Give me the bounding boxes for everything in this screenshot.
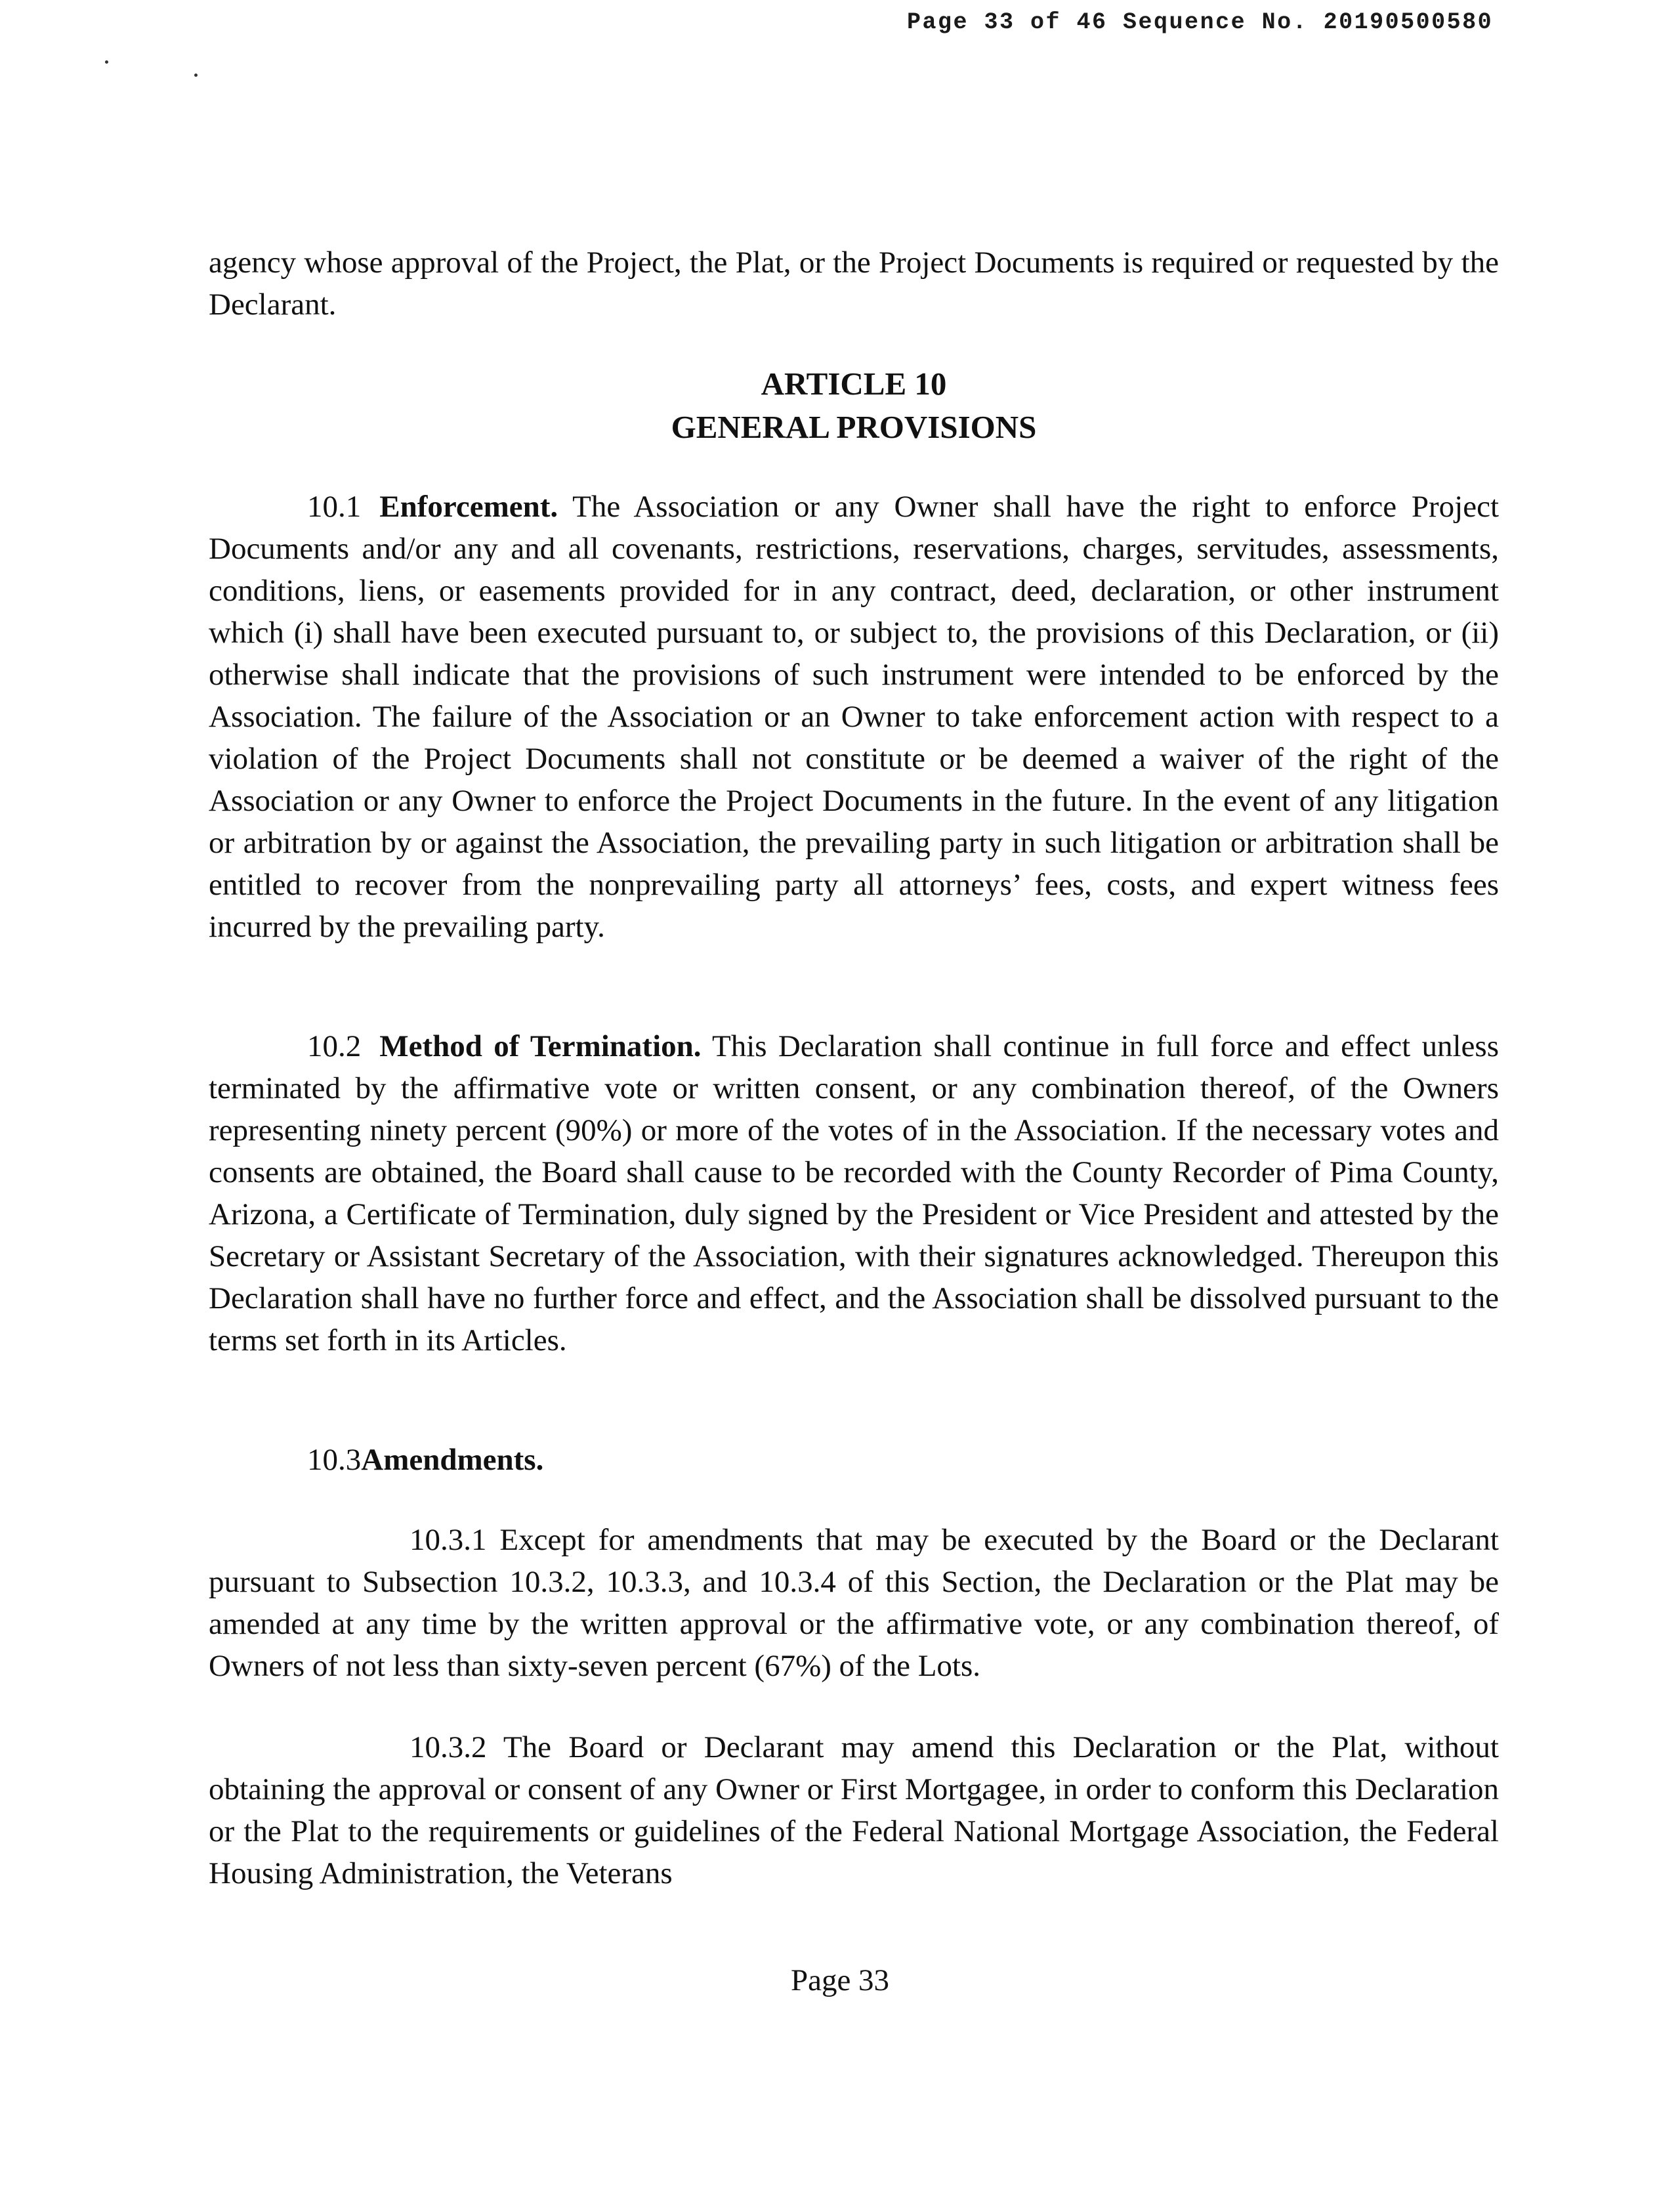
subsection-text: 10.3.2 The Board or Declarant may amend this Declaration or the Plat, without obtaining the approval or consent of any Owner or First Mortgagee, in order to conform this Declaration or the Plat to the requirements or guidelines of the Federal National Mortgage Association, the Federal Housing Administration, the Veterans [209, 1730, 1499, 1890]
scan-mark-dot [105, 60, 108, 64]
section-10-1 [209, 486, 1499, 948]
article-heading [209, 362, 1499, 449]
section-10-3-2 [209, 1726, 1499, 1894]
article-number: ARTICLE 10 [761, 366, 947, 402]
section-number: 10.3 [307, 1443, 362, 1477]
section-text: This Declaration shall continue in full force and effect unless terminated by the affirmative vote or written consent, or any combination thereof, of the Owners representing ninety percent (90%) or more of the votes of in the Association. If the necessary votes and consents are obtained, the Board shall cause to be recorded with the County Recorder of Pima County, Arizona, a Certificate of Termination, duly signed by the President or Vice President and attested by the Secretary or Assistant Secretary of the Association, with their signatures acknowledged. Thereupon this Declaration shall have no further force and effect, and the Association shall be dissolved pursuant to the terms set forth in its Articles. [209, 1029, 1499, 1357]
article-title: GENERAL PROVISIONS [671, 409, 1037, 445]
sequence-header: Page 33 of 46 Sequence No. 20190500580 [907, 9, 1494, 35]
scan-mark-dot [194, 74, 198, 77]
section-title: Method of Termination. [379, 1029, 702, 1063]
section-10-3-1 [209, 1519, 1499, 1687]
page-number-footer: Page 33 [790, 1963, 890, 1997]
continuation-paragraph [209, 242, 1499, 326]
section-10-3 [209, 1439, 1499, 1481]
continuation-text: agency whose approval of the Project, the Plat, or the Project Documents is required or requested by the Declarant. [209, 245, 1499, 322]
section-number: 10.2 [307, 1029, 362, 1063]
section-text: The Association or any Owner shall have the right to enforce Project Documents and/or any and all covenants, restrictions, reservations, charges, servitudes, assessments, conditions, liens, or easements provided for in any contract, deed, declaration, or other instrument which (i) shall have been executed pursuant to, or subject to, the provisions of this Declaration, or (ii) otherwise shall indicate that the provisions of such instrument were intended to be enforced by the Association. The failure of the Association or an Owner to take enforcement action with respect to a violation of the Project Documents shall not constitute or be deemed a waiver of the right of the Association or any Owner to enforce the Project Documents in the future. In the event of any litigation or arbitration by or against the Association, the prevailing party in such litigation or arbitration shall be entitled to recover from the nonprevailing party all attorneys’ fees, costs, and expert witness fees incurred by the prevailing party. [209, 490, 1499, 944]
section-title: Enforcement. [379, 490, 558, 524]
subsection-text: 10.3.1 Except for amendments that may be executed by the Board or the Declarant pursuant to Subsection 10.3.2, 10.3.3, and 10.3.4 of this Section, the Declaration or the Plat may be amended at any time by the written approval or the affirmative vote, or any combination thereof, of Owners of not less than sixty-seven percent (67%) of the Lots. [209, 1523, 1499, 1683]
section-title: Amendments. [361, 1443, 544, 1477]
section-10-2 [209, 1025, 1499, 1361]
section-number: 10.1 [307, 490, 362, 524]
